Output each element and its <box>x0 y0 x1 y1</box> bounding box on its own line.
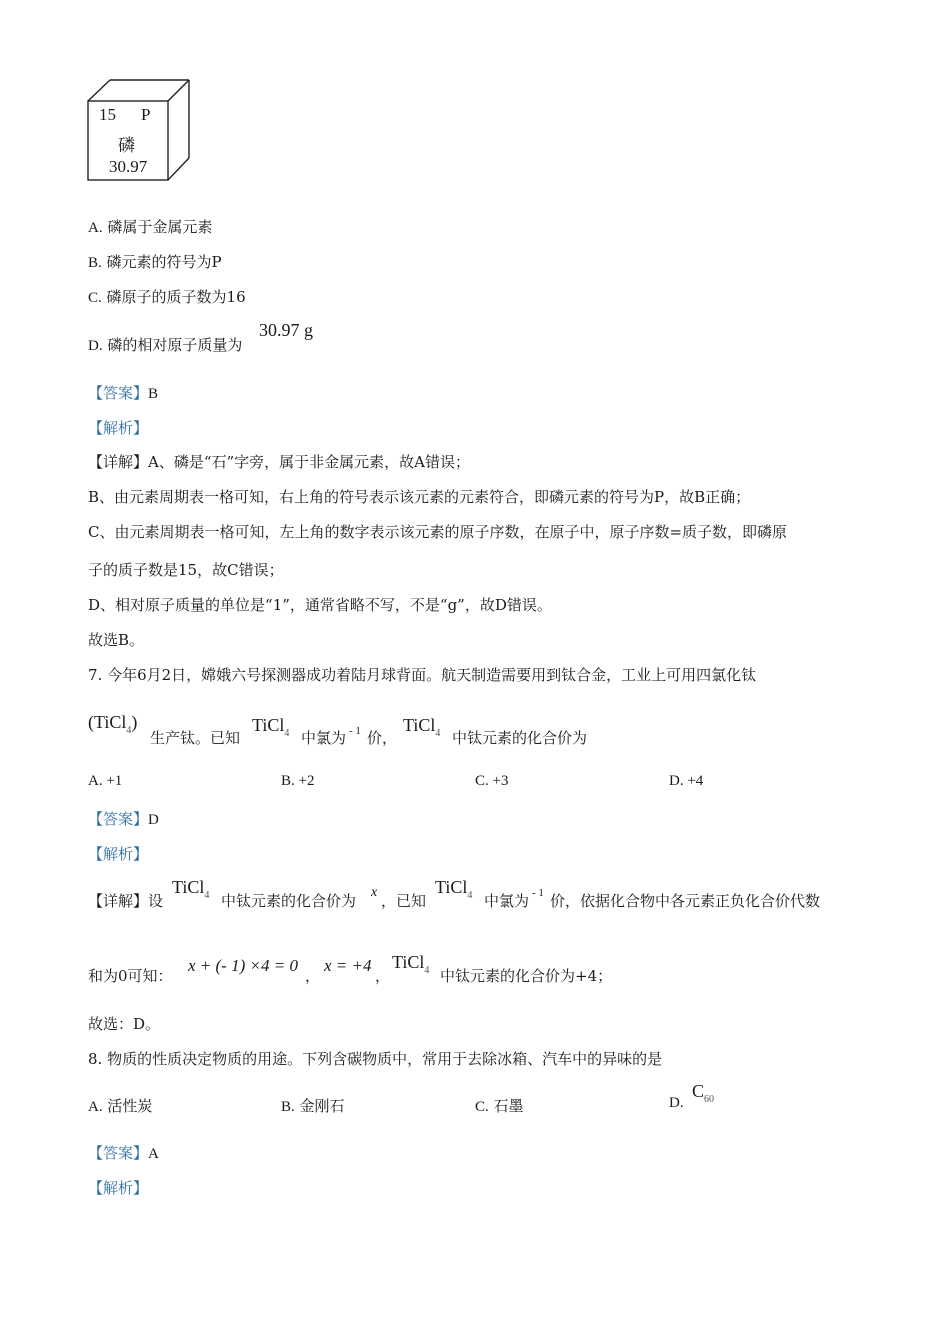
formula-ticl4: TiCl$_4$ <box>172 877 210 901</box>
q7-detail-line-2 <box>88 951 688 987</box>
solution: x = +4 <box>324 956 372 975</box>
q7-analysis-label: 【解析】 <box>88 845 149 863</box>
formula-c60: $C_{60}$ <box>692 1081 715 1105</box>
q6-option-d <box>88 334 242 355</box>
option-text: 磷属于金属元素 <box>107 218 213 236</box>
detail-text: 价，依据化合物中各元素正负化合价代数 <box>550 892 821 910</box>
minus-one: - 1 <box>349 725 361 737</box>
q6-detail-line-1 <box>88 451 470 472</box>
formula-ticl4: TiCl$_4$ <box>403 715 441 739</box>
option-key: A. <box>88 220 103 236</box>
detail-text: 中钛元素的化合价为 <box>221 892 357 910</box>
q6-option-b <box>88 251 222 272</box>
answer-label: 【答案】 <box>88 384 149 402</box>
q6-answer <box>88 382 158 403</box>
q6-conclusion: 故选B。 <box>88 631 145 649</box>
q6-detail-line-3: C、由元素周期表一格可知，左上角的数字表示该元素的原子序数，在原子中，原子序数=质子数，即磷原 <box>88 523 788 541</box>
q6-detail-line-4: 子的质子数是15，故C错误； <box>88 561 284 579</box>
q6-option-d-formula: 30.97 g <box>259 320 313 340</box>
q8-option-d: D. $C_{60}$ <box>669 1081 715 1111</box>
detail-text: 中氯为 <box>484 892 530 910</box>
element-symbol: P <box>141 105 151 124</box>
q6-detail-line-5: D、相对原子质量的单位是“1”，通常省略不写，不是“g”，故D错误。 <box>88 596 552 614</box>
answer-value: A <box>148 1146 159 1162</box>
equation: x + (- 1) ×4 = 0 <box>188 956 298 975</box>
answer-value: D <box>148 812 159 828</box>
q7-option-c: C. +3 <box>475 773 509 789</box>
detail-text: 和为0可知： <box>88 967 173 985</box>
detail-label: 【详解】 <box>88 453 149 471</box>
atomic-mass: 30.97 <box>109 157 148 176</box>
q7-option-a: A. +1 <box>88 773 123 789</box>
option-text: 磷元素的符号为P <box>106 253 222 271</box>
answer-value: B <box>148 386 159 402</box>
element-name: 磷 <box>118 136 135 156</box>
detail-text: A、磷是“石”字旁，属于非金属元素，故A错误； <box>148 453 471 471</box>
q6-option-a <box>88 216 212 237</box>
formula-ticl4: TiCl$_4$ <box>252 715 290 739</box>
q7-stem-line-2 <box>88 712 788 752</box>
detail-text: 中钛元素的化合价为+4； <box>440 967 613 985</box>
q8-option-b: B. 金刚石 <box>281 1097 345 1115</box>
atomic-number: 15 <box>99 105 116 124</box>
q6-analysis-label: 【解析】 <box>88 419 149 437</box>
q7-stem-line-1: 7. 今年6月2日，嫦娥六号探测器成功着陆月球背面。航天制造需要用到钛合金，工业上可用四氯化钛 <box>88 666 757 684</box>
option-key: B. <box>88 255 102 271</box>
answer-label: 【答案】 <box>88 810 149 828</box>
q8-option-a: A. 活性炭 <box>88 1097 153 1115</box>
formula-paren: (TiCl$_4$) <box>88 712 138 736</box>
detail-text: ，已知 <box>381 892 427 910</box>
stem-text: 生产钛。已知 <box>150 729 241 747</box>
detail-label: 【详解】设 <box>88 892 164 910</box>
q7-answer <box>88 808 159 829</box>
formula-ticl4: TiCl$_4$ <box>392 952 430 976</box>
q7-detail-line-1 <box>88 875 878 911</box>
stem-text: 中钛元素的化合价为 <box>452 729 588 747</box>
q7-option-d: D. +4 <box>669 773 704 789</box>
detail-text: ， <box>305 967 321 985</box>
option-key: D. <box>88 338 103 354</box>
option-key: C. <box>88 290 102 306</box>
option-text: 磷原子的质子数为16 <box>106 288 246 306</box>
stem-text: 中氯为 <box>301 729 347 747</box>
q8-option-c: C. 石墨 <box>475 1097 524 1115</box>
option-text: 磷的相对原子质量为 <box>107 336 243 354</box>
detail-text: ， <box>375 967 391 985</box>
q7-option-b: B. +2 <box>281 773 315 789</box>
q8-answer <box>88 1142 159 1163</box>
x-variable: x <box>371 885 378 900</box>
q7-conclusion: 故选：D。 <box>88 1015 161 1033</box>
q8-analysis-label: 【解析】 <box>88 1179 149 1197</box>
q8-stem: 8. 物质的性质决定物质的用途。下列含碳物质中，常用于去除冰箱、汽车中的异味的是 <box>88 1050 663 1068</box>
q6-option-c <box>88 286 246 307</box>
answer-label: 【答案】 <box>88 1144 149 1162</box>
q6-detail-line-2: B、由元素周期表一格可知，右上角的符号表示该元素的元素符合，即磷元素的符号为P，故B正确； <box>88 488 751 506</box>
element-card <box>86 78 192 182</box>
stem-text: 价， <box>367 729 398 747</box>
formula-ticl4: TiCl$_4$ <box>435 877 473 901</box>
minus-one: - 1 <box>532 887 544 899</box>
